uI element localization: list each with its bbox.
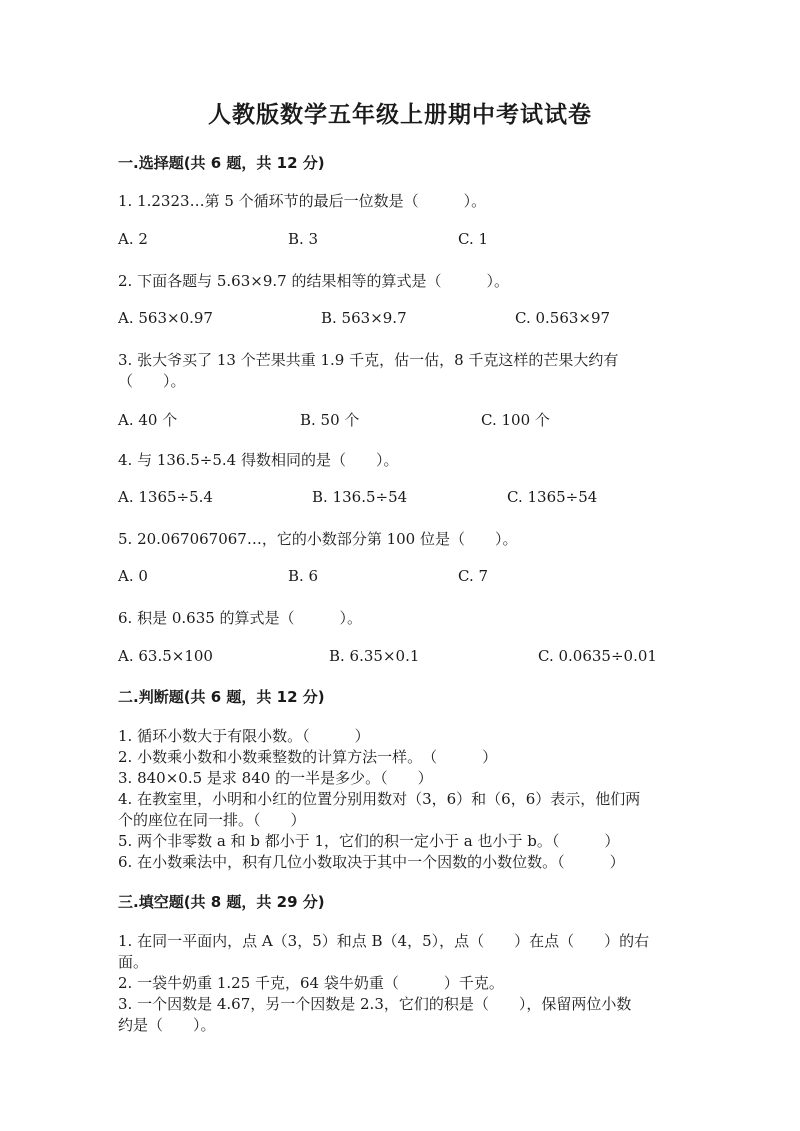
judgement-line: 个的座位在同一排。（ ） <box>118 811 306 829</box>
judgement-line: 3. 840×0.5 是求 840 的一半是多少。（ ） <box>118 769 433 787</box>
option-c: C. 1 <box>458 230 489 248</box>
fill-in-line: 约是（ ）。 <box>118 1016 216 1034</box>
option-b: B. 563×9.7 <box>321 309 407 327</box>
judgement-line: 4. 在教室里，小明和小红的位置分别用数对（3，6）和（6，6）表示，他们两 <box>118 790 641 808</box>
section-heading: 一.选择题(共 6 题，共 12 分) <box>118 154 325 172</box>
option-c: C. 7 <box>458 567 489 585</box>
judgement-line: 1. 循环小数大于有限小数。（ ） <box>118 727 370 745</box>
question-text-continued: （ ）。 <box>118 372 186 390</box>
option-c: C. 0.0635÷0.01 <box>538 647 657 665</box>
question-text: 3. 张大爷买了 13 个芒果共重 1.9 千克，估一估，8 千克这样的芒果大约有 <box>118 351 619 369</box>
option-c: C. 0.563×97 <box>515 309 611 327</box>
option-a: A. 0 <box>118 567 148 585</box>
section-heading: 三.填空题(共 8 题，共 29 分) <box>118 893 325 911</box>
judgement-line: 5. 两个非零数 a 和 b 都小于 1，它们的积一定小于 a 也小于 b。（ ） <box>118 832 620 850</box>
option-b: B. 6 <box>288 567 319 585</box>
option-a: A. 1365÷5.4 <box>118 488 213 506</box>
question-text: 1. 1.2323…第 5 个循环节的最后一位数是（ ）。 <box>118 192 487 210</box>
option-b: B. 136.5÷54 <box>312 488 408 506</box>
option-b: B. 6.35×0.1 <box>329 647 420 665</box>
judgement-line: 2. 小数乘小数和小数乘整数的计算方法一样。 （ ） <box>118 748 498 766</box>
fill-in-line: 1. 在同一平面内，点 A（3，5）和点 B（4，5），点（ ）在点（ ）的右 <box>118 932 650 950</box>
option-a: A. 2 <box>118 230 148 248</box>
exam-title: 人教版数学五年级上册期中考试试卷 <box>208 101 592 128</box>
option-a: A. 40 个 <box>118 411 178 429</box>
option-c: C. 1365÷54 <box>507 488 598 506</box>
option-a: A. 63.5×100 <box>118 647 213 665</box>
option-b: B. 50 个 <box>300 411 360 429</box>
section-heading: 二.判断题(共 6 题，共 12 分) <box>118 688 325 706</box>
fill-in-line: 3. 一个因数是 4.67，另一个因数是 2.3，它们的积是（ ），保留两位小数 <box>118 995 632 1013</box>
question-text: 5. 20.067067067…，它的小数部分第 100 位是（ ）。 <box>118 530 518 548</box>
question-text: 6. 积是 0.635 的算式是（ ）。 <box>118 609 363 627</box>
option-a: A. 563×0.97 <box>118 309 213 327</box>
option-b: B. 3 <box>288 230 319 248</box>
question-text: 2. 下面各题与 5.63×9.7 的结果相等的算式是（ ）。 <box>118 272 509 290</box>
option-c: C. 100 个 <box>481 411 550 429</box>
fill-in-line: 2. 一袋牛奶重 1.25 千克，64 袋牛奶重（ ）千克。 <box>118 974 504 992</box>
fill-in-line: 面。 <box>118 953 149 971</box>
judgement-line: 6. 在小数乘法中，积有几位小数取决于其中一个因数的小数位数。（ ） <box>118 853 625 871</box>
question-text: 4. 与 136.5÷5.4 得数相同的是（ ）。 <box>118 451 399 469</box>
